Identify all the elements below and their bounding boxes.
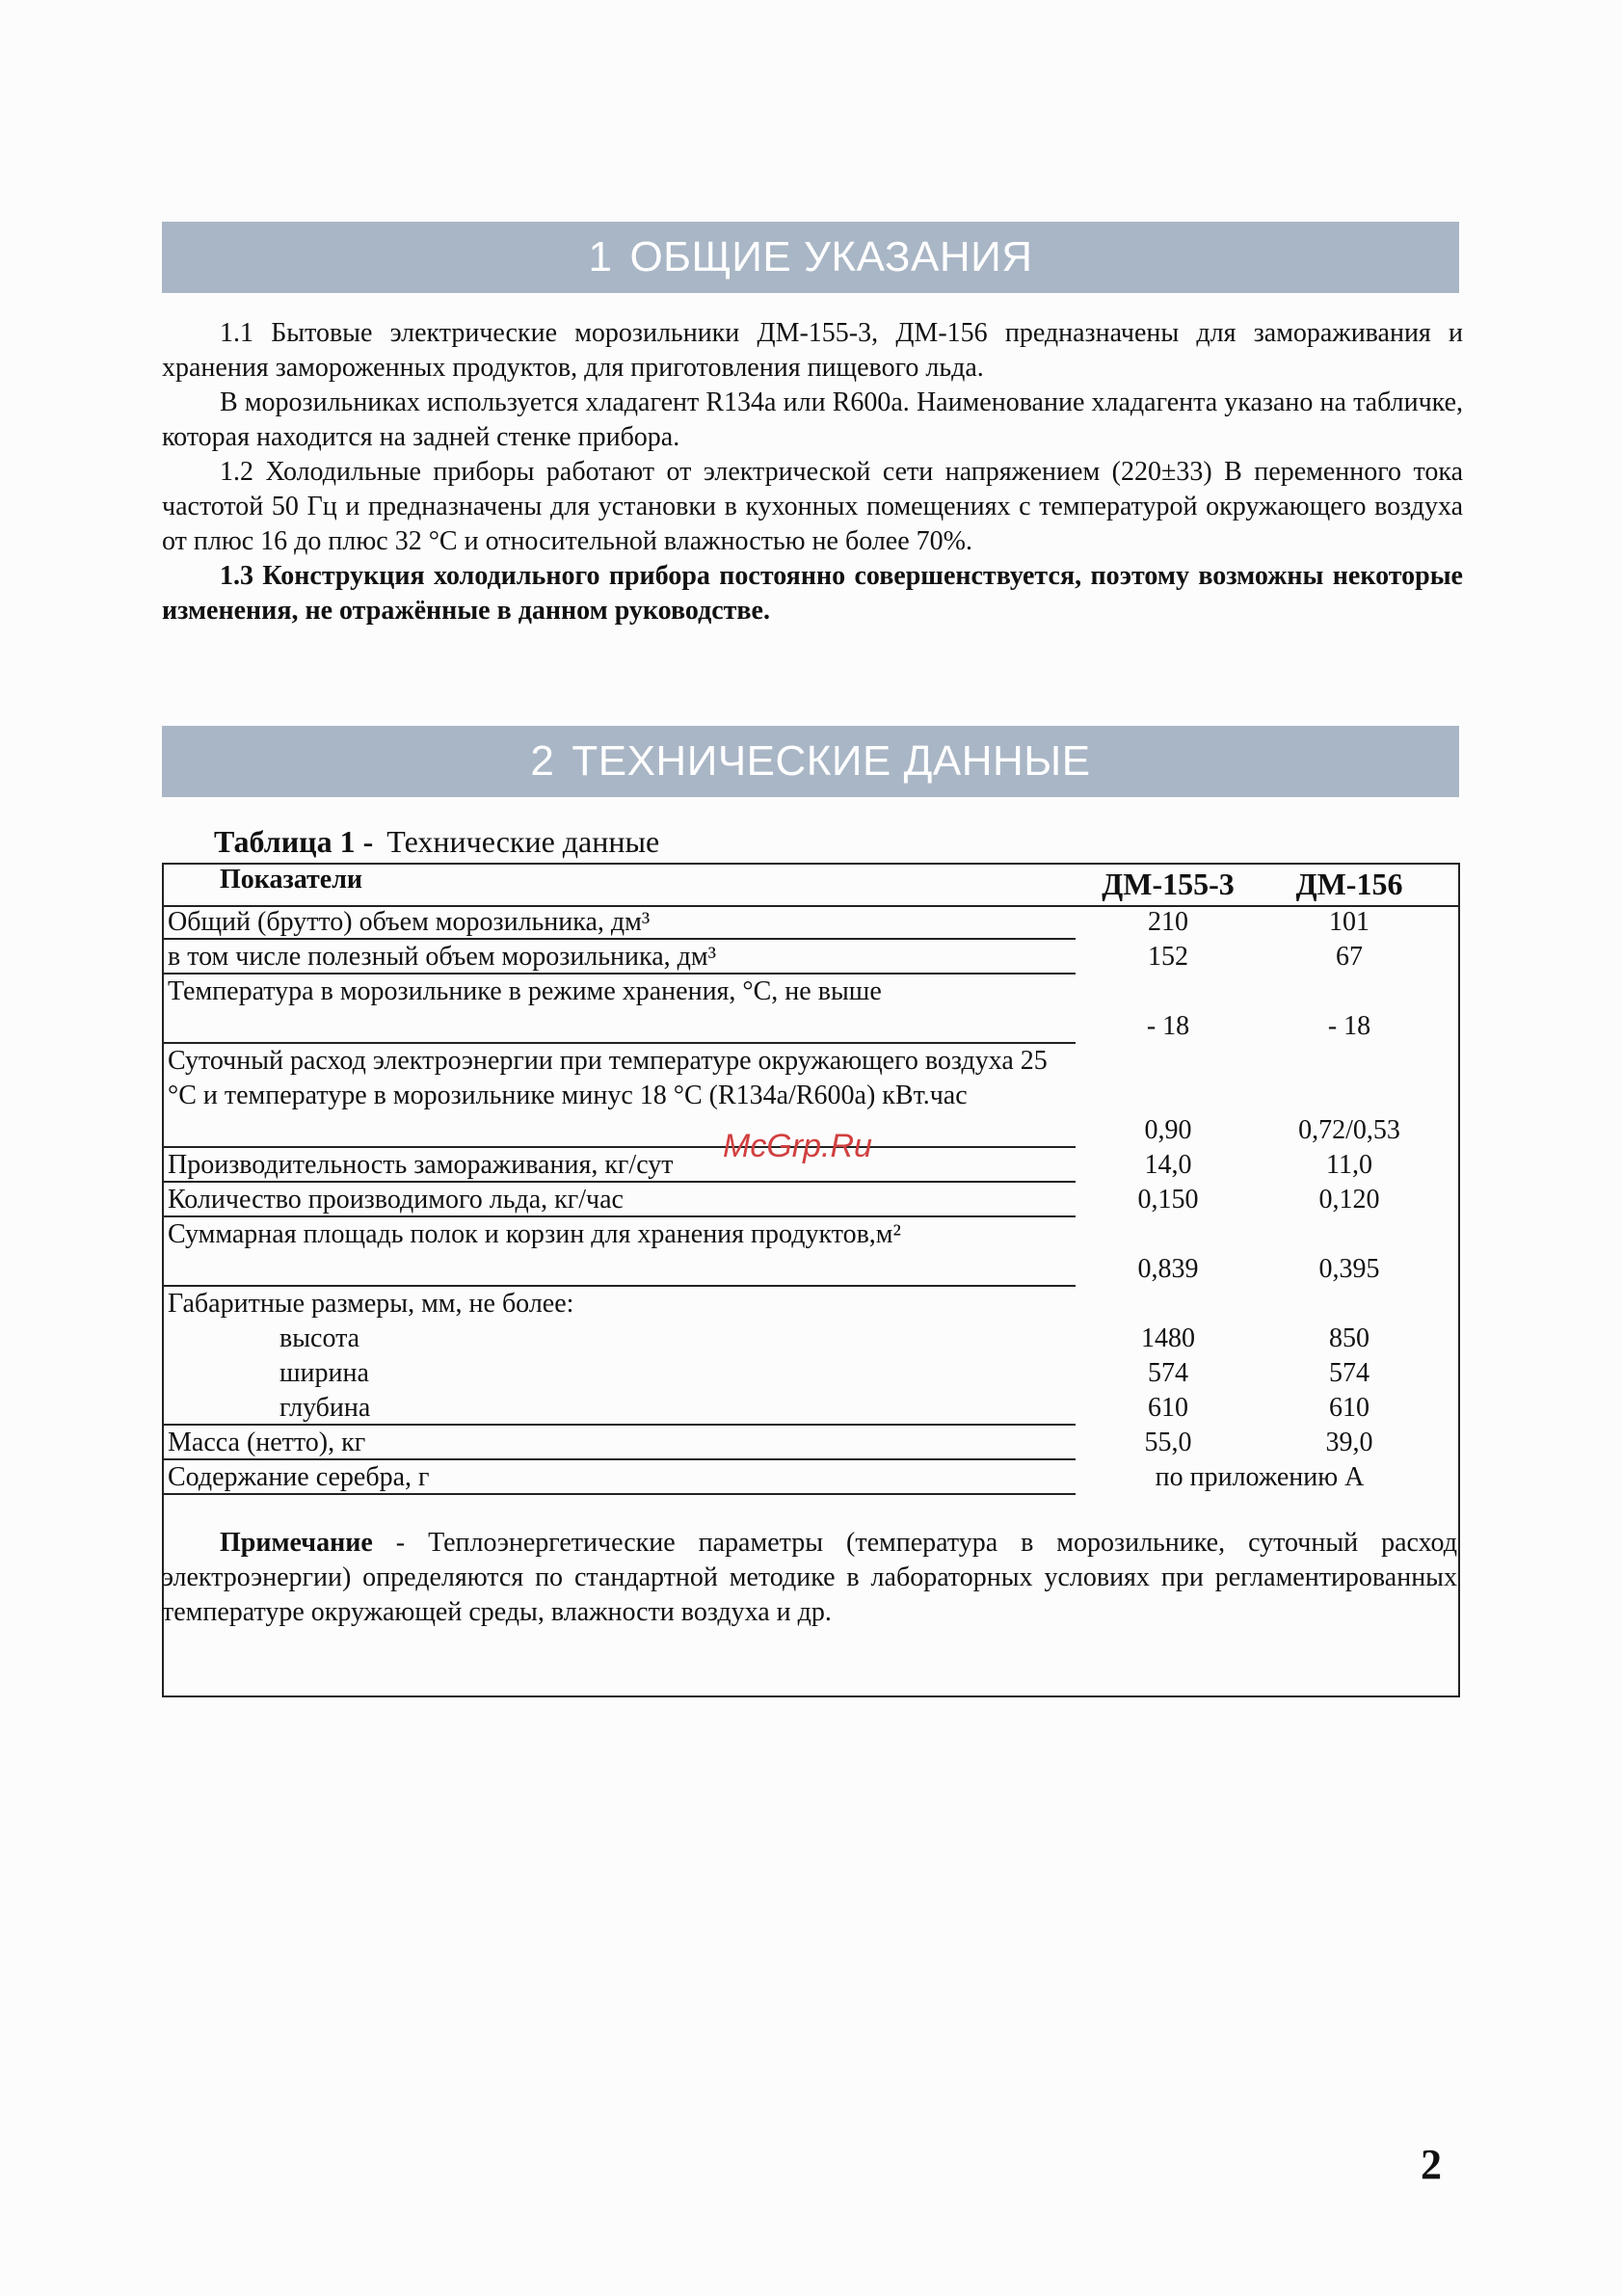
section-1-title: ОБЩИЕ УКАЗАНИЯ [629, 233, 1033, 280]
row-value-dm-155-3: 14,0 [1144, 1150, 1192, 1180]
row-label: в том числе полезный объем морозильника, дм³ [168, 942, 716, 972]
row-label: Содержание серебра, г [168, 1462, 430, 1492]
row-value-silver: по приложению А [1155, 1462, 1365, 1492]
row-label: Количество производимого льда, кг/час [168, 1185, 624, 1215]
paragraph-1-1: 1.1 Бытовые электрические морозильники ДМ-155-3, ДМ-156 предназначены для замораживания и хранения замороженных продуктов, для приготовления пищевого льда. [162, 318, 1463, 383]
table-header-row [164, 865, 1458, 907]
table-row [164, 940, 1458, 974]
row-value-dm-155-3: 0,839 [1137, 1254, 1199, 1284]
header-dm-156: ДМ-156 [1295, 867, 1403, 901]
row-value-dm-155-3: 610 [1148, 1393, 1188, 1423]
row-label: Суточный расход электроэнергии при температуре окружающего воздуха 25 °С и температуре в морозильнике минус 18 °С (R134a/R600a) кВт.час [168, 1046, 1048, 1110]
row-value-dm-156: 39,0 [1325, 1428, 1373, 1457]
row-label: Температура в морозильнике в режиме хранения, °С, не выше [168, 976, 882, 1006]
row-value-dm-156: 850 [1329, 1323, 1369, 1353]
row-label: Суммарная площадь полок и корзин для хранения продуктов,м² [168, 1219, 901, 1249]
table-note [162, 1526, 1457, 1630]
row-value-dm-155-3: 0,150 [1137, 1185, 1199, 1215]
header-dm-155-3: ДМ-155-3 [1102, 867, 1235, 901]
page-number: 2 [1421, 2141, 1442, 2188]
table-row [164, 1426, 1458, 1460]
row-label: ширина [279, 1358, 369, 1388]
note-label: Примечание [220, 1528, 373, 1558]
paragraph-1-3: 1.3 Конструкция холодильного прибора постоянно совершенствуется, поэтому возможны некоторые изменения, не отражённые в данном руководстве. [162, 561, 1463, 626]
table-row [164, 1183, 1458, 1217]
row-value-dm-155-3: 152 [1148, 942, 1188, 972]
section-1-header [162, 222, 1459, 293]
section-1-body [162, 316, 1463, 628]
row-value-dm-155-3: 574 [1148, 1358, 1188, 1388]
table-caption-number: Таблица 1 - [214, 824, 374, 859]
table-row [164, 1460, 1458, 1495]
table-caption [214, 824, 659, 860]
row-value-dm-155-3: 0,90 [1144, 1115, 1192, 1145]
table-row [164, 1217, 1458, 1287]
row-value-dm-156: 610 [1329, 1393, 1369, 1423]
section-2-number: 2 [530, 737, 555, 785]
watermark: McGrp.Ru [723, 1128, 872, 1164]
row-label: Производительность замораживания, кг/сут [168, 1150, 674, 1180]
row-value-dm-156: 101 [1329, 907, 1369, 937]
table-row [164, 1287, 1458, 1322]
row-value-dm-156: 0,72/0,53 [1298, 1115, 1400, 1145]
table-row [164, 974, 1458, 1044]
note-text: - Теплоэнергетические параметры (температура в морозильнике, суточный расход электроэнергии) определяются по стандартной методике в лабораторных условиях при регламентированных температуре окружающей среды, влажности воздуха и др. [162, 1528, 1457, 1627]
header-indicators: Показатели [220, 865, 363, 894]
section-2-title: ТЕХНИЧЕСКИЕ ДАННЫЕ [572, 737, 1091, 785]
paragraph-1-2: 1.2 Холодильные приборы работают от электрической сети напряжением (220±33) В переменного тока частотой 50 Гц и предназначены для установки в кухонных помещениях с температурой окружающего воздуха от плюс 16 до плюс 32 °С и относительной влажностью не более 70%. [162, 457, 1463, 556]
row-value-dm-156: 0,120 [1318, 1185, 1380, 1215]
row-value-dm-156: 574 [1329, 1358, 1369, 1388]
row-value-dm-155-3: - 18 [1146, 1011, 1190, 1041]
table-row [164, 1391, 1458, 1426]
table-row [164, 1322, 1458, 1356]
row-label: Масса (нетто), кг [168, 1428, 366, 1457]
row-label: Габаритные размеры, мм, не более: [168, 1289, 574, 1319]
table-row [164, 905, 1458, 940]
table-row [164, 1356, 1458, 1391]
table-caption-text: Технические данные [386, 824, 660, 859]
row-value-dm-155-3: 55,0 [1144, 1428, 1192, 1457]
paragraph-refrigerant: В морозильниках используется хладагент R134a или R600a. Наименование хладагента указано на табличке, которая находится на задней стенке прибора. [162, 387, 1463, 452]
row-label: Общий (брутто) объем морозильника, дм³ [168, 907, 651, 937]
section-1-number: 1 [588, 233, 613, 280]
row-label: высота [279, 1323, 360, 1353]
row-label: глубина [279, 1393, 371, 1423]
row-value-dm-156: 0,395 [1318, 1254, 1380, 1284]
row-value-dm-155-3: 210 [1148, 907, 1188, 937]
row-value-dm-155-3: 1480 [1141, 1323, 1195, 1353]
row-value-dm-156: 11,0 [1326, 1150, 1372, 1180]
row-value-dm-156: 67 [1336, 942, 1363, 972]
row-value-dm-156: - 18 [1327, 1011, 1371, 1041]
section-2-header [162, 726, 1459, 797]
